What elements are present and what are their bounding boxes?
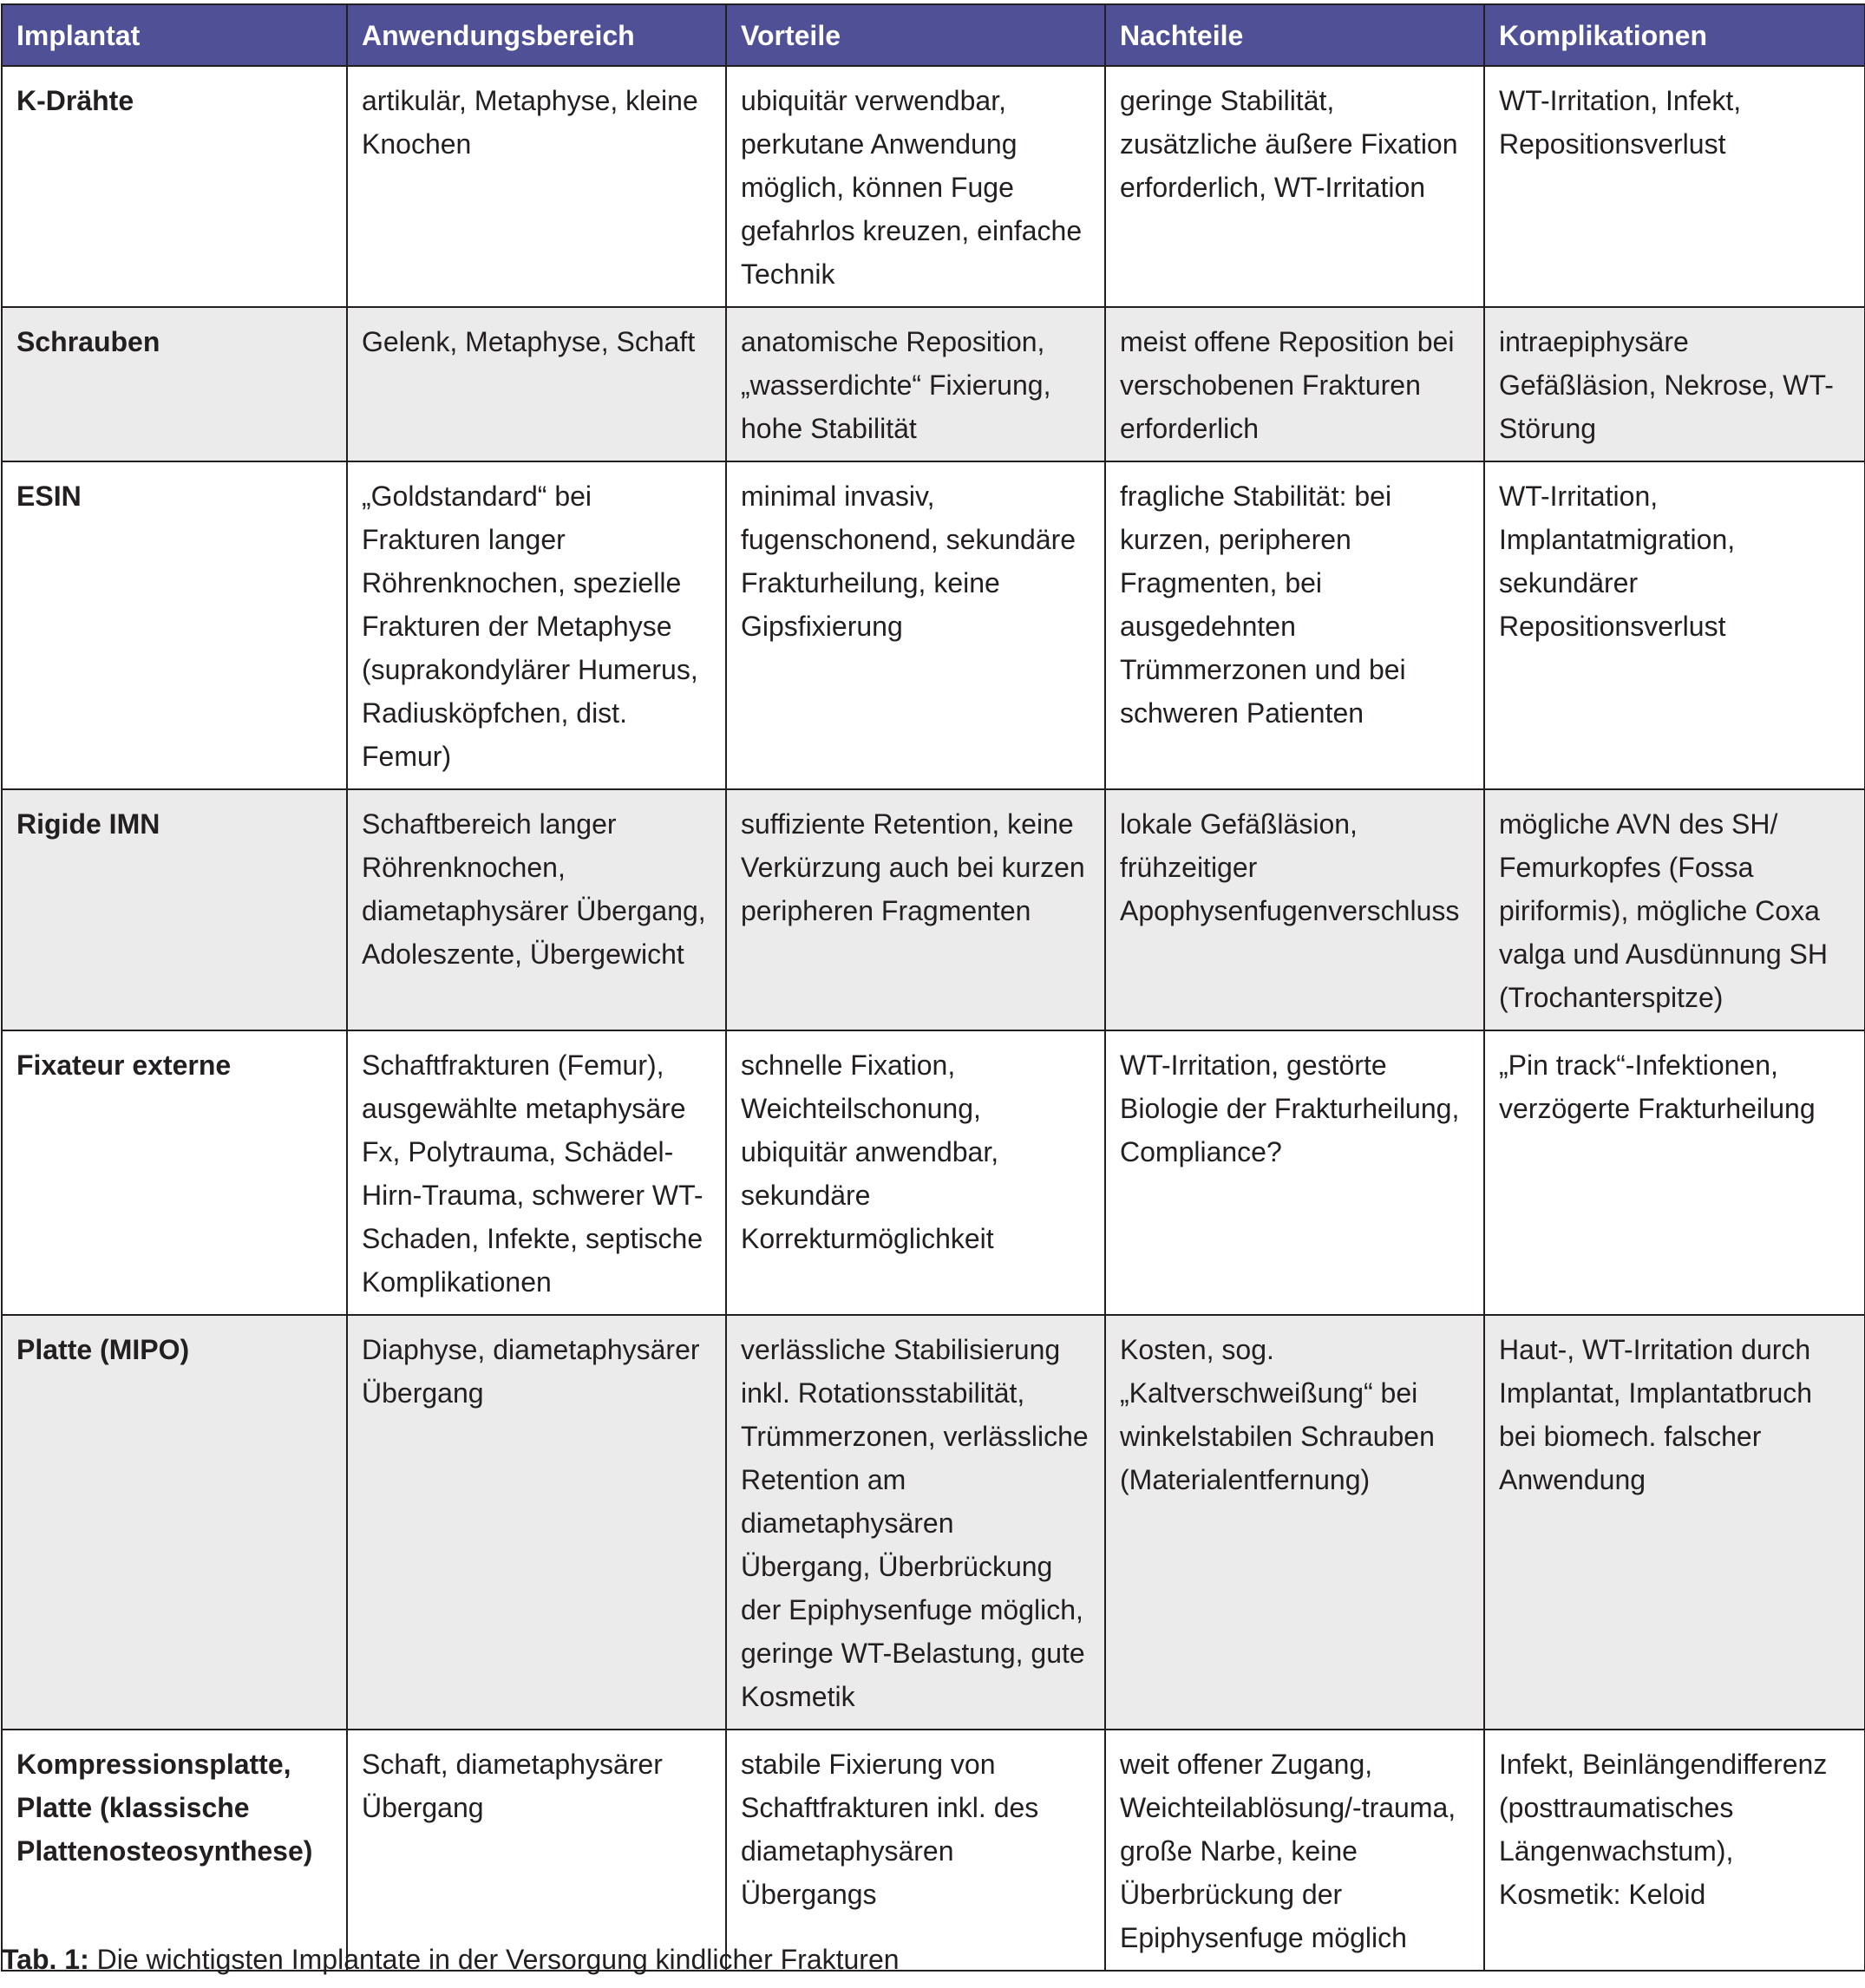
- cell-anwendungsbereich: artikulär, Metaphyse, kleine Knochen: [347, 66, 726, 307]
- cell-komplikationen: WT-Irritation, Implantatmigration, sekundärer Repositionsverlust: [1484, 461, 1865, 789]
- cell-implantat: Rigide IMN: [2, 789, 347, 1030]
- cell-anwendungsbereich: Gelenk, Metaphyse, Schaft: [347, 307, 726, 461]
- column-header-implantat: Implantat: [2, 4, 347, 66]
- column-header-anwendungsbereich: Anwendungsbereich: [347, 4, 726, 66]
- cell-anwendungsbereich: Schaftfrakturen (Femur), ausgewählte metaphysäre Fx, Polytrauma, Schädel-Hirn-Trauma, schwerer WT-Schaden, Infekte, septische Komplikationen: [347, 1030, 726, 1315]
- table-row: [2, 307, 1865, 461]
- table-row: [2, 1315, 1865, 1730]
- cell-nachteile: Kosten, sog. „Kaltverschweißung“ bei winkelstabilen Schrauben (Materialentfernung): [1105, 1315, 1484, 1730]
- cell-implantat: ESIN: [2, 461, 347, 789]
- table-row: [2, 461, 1865, 789]
- table-row: [2, 789, 1865, 1030]
- cell-vorteile: anatomische Reposition, „wasserdichte“ Fixierung, hohe Stabilität: [726, 307, 1105, 461]
- cell-anwendungsbereich: Schaft, diametaphysärer Übergang: [347, 1730, 726, 1971]
- cell-vorteile: suffiziente Retention, keine Verkürzung auch bei kurzen peripheren Fragmenten: [726, 789, 1105, 1030]
- cell-implantat: Fixateur externe: [2, 1030, 347, 1315]
- cell-implantat: Schrauben: [2, 307, 347, 461]
- table-row: [2, 66, 1865, 307]
- cell-komplikationen: WT-Irritation, Infekt, Repositionsverlust: [1484, 66, 1865, 307]
- cell-vorteile: ubiquitär verwendbar, perkutane Anwendung möglich, können Fuge gefahrlos kreuzen, einfache Technik: [726, 66, 1105, 307]
- cell-vorteile: schnelle Fixation, Weichteilschonung, ubiquitär anwendbar, sekundäre Korrekturmöglichkeit: [726, 1030, 1105, 1315]
- cell-komplikationen: Haut-, WT-Irritation durch Implantat, Implantatbruch bei biomech. falscher Anwendung: [1484, 1315, 1865, 1730]
- implant-table: [1, 3, 1865, 1972]
- table-caption: [2, 1940, 900, 1978]
- table-row: [2, 1730, 1865, 1971]
- cell-nachteile: lokale Gefäßläsion, frühzeitiger Apophysenfugenverschluss: [1105, 789, 1484, 1030]
- column-header-nachteile: Nachteile: [1105, 4, 1484, 66]
- cell-anwendungsbereich: Schaftbereich langer Röhrenknochen, diametaphysärer Übergang, Adoleszente, Übergewicht: [347, 789, 726, 1030]
- cell-implantat: K-Drähte: [2, 66, 347, 307]
- cell-komplikationen: „Pin track“-Infektionen, verzögerte Frakturheilung: [1484, 1030, 1865, 1315]
- cell-nachteile: geringe Stabilität, zusätzliche äußere Fixation erforderlich, WT-Irritation: [1105, 66, 1484, 307]
- cell-vorteile: stabile Fixierung von Schaftfrakturen inkl. des diametaphysären Übergangs: [726, 1730, 1105, 1971]
- column-header-komplikationen: Komplikationen: [1484, 4, 1865, 66]
- cell-anwendungsbereich: „Goldstandard“ bei Frakturen langer Röhrenknochen, spezielle Frakturen der Metaphyse (suprakondylärer Humerus, Radiusköpfchen, dist. Femur): [347, 461, 726, 789]
- cell-komplikationen: Infekt, Beinlängendifferenz (posttraumatisches Längenwachstum), Kosmetik: Keloid: [1484, 1730, 1865, 1971]
- caption-label: Tab. 1:: [2, 1944, 89, 1975]
- table-header-row: [2, 4, 1865, 66]
- cell-vorteile: verlässliche Stabilisierung inkl. Rotationsstabilität, Trümmerzonen, verlässliche Retention am diametaphysären Übergang, Überbrückung der Epiphysenfuge möglich, geringe WT-Belastung, gute Kosmetik: [726, 1315, 1105, 1730]
- cell-nachteile: WT-Irritation, gestörte Biologie der Frakturheilung, Compliance?: [1105, 1030, 1484, 1315]
- cell-vorteile: minimal invasiv, fugenschonend, sekundäre Frakturheilung, keine Gipsfixierung: [726, 461, 1105, 789]
- cell-implantat: Platte (MIPO): [2, 1315, 347, 1730]
- cell-komplikationen: mögliche AVN des SH/ Femurkopfes (Fossa piriformis), mögliche Coxa valga und Ausdünnung SH (Trochanterspitze): [1484, 789, 1865, 1030]
- cell-implantat: Kompressionsplatte, Platte (klassische Plattenosteosynthese): [2, 1730, 347, 1971]
- cell-nachteile: weit offener Zugang, Weichteilablösung/-trauma, große Narbe, keine Überbrückung der Epiphysenfuge möglich: [1105, 1730, 1484, 1971]
- cell-anwendungsbereich: Diaphyse, diametaphysärer Übergang: [347, 1315, 726, 1730]
- column-header-vorteile: Vorteile: [726, 4, 1105, 66]
- cell-nachteile: meist offene Reposition bei verschobenen Frakturen erforderlich: [1105, 307, 1484, 461]
- caption-text: Die wichtigsten Implantate in der Versorgung kindlicher Frakturen: [96, 1944, 900, 1975]
- cell-komplikationen: intraepiphysäre Gefäßläsion, Nekrose, WT-Störung: [1484, 307, 1865, 461]
- table-row: [2, 1030, 1865, 1315]
- implant-table-wrapper: [1, 3, 1864, 1972]
- cell-nachteile: fragliche Stabilität: bei kurzen, peripheren Fragmenten, bei ausgedehnten Trümmerzonen und bei schweren Patienten: [1105, 461, 1484, 789]
